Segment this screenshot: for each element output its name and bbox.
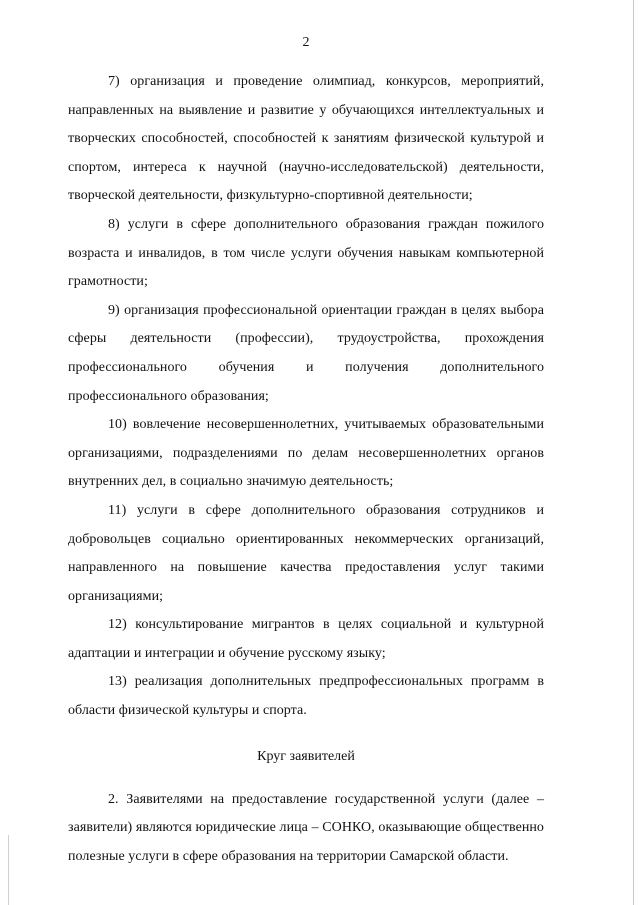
list-item-13: 13) реализация дополнительных предпрофессиональных программ в области физической культуры и спорта. [68,674,544,719]
scan-edge-mark [8,835,9,905]
applicants-paragraph: 2. Заявителями на предоставление государственной услуги (далее – заявители) являются юридические лица – СОНКО, оказывающие общественно полезные услуги в сфере образования на территории Самарской области. [68,791,544,864]
list-item-8: 8) услуги в сфере дополнительного образования граждан пожилого возраста и инвалидов, в том числе услуги обучения навыкам компьютерной грамотности; [68,216,544,290]
list-item-9: 9) организация профессиональной ориентации граждан в целях выбора сферы деятельности (профессии), трудоустройства, прохождения профессионального обучения и получения дополнительного профессионального образования; [68,302,544,404]
scan-edge-line [633,0,634,905]
list-item-11: 11) услуги в сфере дополнительного образования сотрудников и добровольцев социально ориентированных некоммерческих организаций, направленного на повышение качества предоставления услуг такими организациями; [68,502,544,604]
section-heading: Круг заявителей [257,748,355,764]
list-item-10: 10) вовлечение несовершеннолетних, учитываемых образовательными организациями, подразделениями по делам несовершеннолетних органов внутренних дел, в социально значимую деятельность; [68,417,544,490]
page-number: 2 [302,35,310,50]
document-page [68,34,544,871]
list-item-12: 12) консультирование мигрантов в целях социальной и культурной адаптации и интеграции и обучение русскому языку; [68,617,544,661]
list-item-7: 7) организация и проведение олимпиад, конкурсов, мероприятий, направленных на выявление и развитие у обучающихся интеллектуальных и творческих способностей, способностей к занятиям физической культурой и спортом, интереса к научной (научно-исследовательской) деятельности, творческой деятельности, физкультурно-спортивной деятельности; [68,74,544,204]
